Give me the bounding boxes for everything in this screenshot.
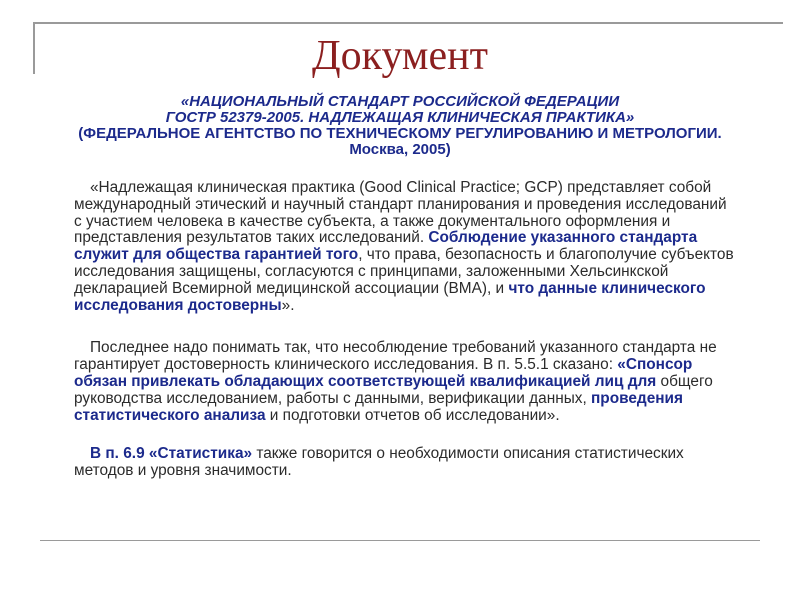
body-text [74, 180, 734, 480]
header-line-2: ГОСТР 52379-2005. НАДЛЕЖАЩАЯ КЛИНИЧЕСКАЯ ПРАКТИКА» [165, 109, 635, 126]
p1-text-2: , что права, безопасность и благополучие субъектов исследования защищены, согласуются с принципами, заложенными Хельсинкской декларацией Всемирной медицинской ассоциации (ВМА), и [74, 246, 734, 297]
p2-highlight-2: проведения статистического анализа [74, 389, 683, 424]
p1-highlight-1: Соблюдение указанного стандарта служит для общества гарантией того [74, 229, 698, 264]
header-line-1: «НАЦИОНАЛЬНЫЙ СТАНДАРТ РОССИЙСКОЙ ФЕДЕРАЦИИ [180, 93, 620, 110]
p2-text-3: и подготовки отчетов об исследовании». [265, 406, 560, 424]
paragraph-gcp-definition [74, 180, 734, 314]
p2-highlight-1: «Спонсор обязан привлекать обладающих соответствующей квалификацией лиц для [74, 356, 693, 390]
slide-frame-top-line [33, 22, 783, 24]
p3-text-1: также говорится о необходимости описания статистических методов и уровня значимости. [74, 445, 684, 480]
p2-text-1: Последнее надо понимать так, что несоблюдение требований указанного стандарта не гарантирует достоверность клинического исследования. В п. 5.5.1 сказано: [74, 339, 717, 374]
p3-highlight-1: В п. 6.9 «Статистика» [90, 445, 253, 463]
paragraph-sponsor-obligation [74, 340, 734, 424]
header-city-year: Москва, 2005) [349, 141, 451, 158]
slide-bottom-line [40, 540, 760, 541]
paragraph-statistics [74, 446, 734, 480]
p2-text-2: общего руководства исследованием, работы с данными, верификации данных, [74, 372, 713, 407]
header-line-3 [60, 126, 740, 158]
p1-highlight-2: что данные клинического исследования достоверны [74, 279, 706, 314]
slide-title: Документ [312, 33, 488, 79]
header-agency: (ФЕДЕРАЛЬНОЕ АГЕНТСТВО ПО ТЕХНИЧЕСКОМУ РЕГУЛИРОВАНИЮ И МЕТРОЛОГИИ. [78, 125, 722, 142]
p1-text-1: «Надлежащая клиническая практика (Good Clinical Practice; GCP) представляет собой международный этический и научный стандарт планирования и проведения исследований с участием человека в качестве субъекта, а также документального оформления и представления результатов таких исследований. [74, 179, 727, 247]
p1-text-3: ». [281, 296, 295, 314]
standard-header [60, 94, 740, 158]
